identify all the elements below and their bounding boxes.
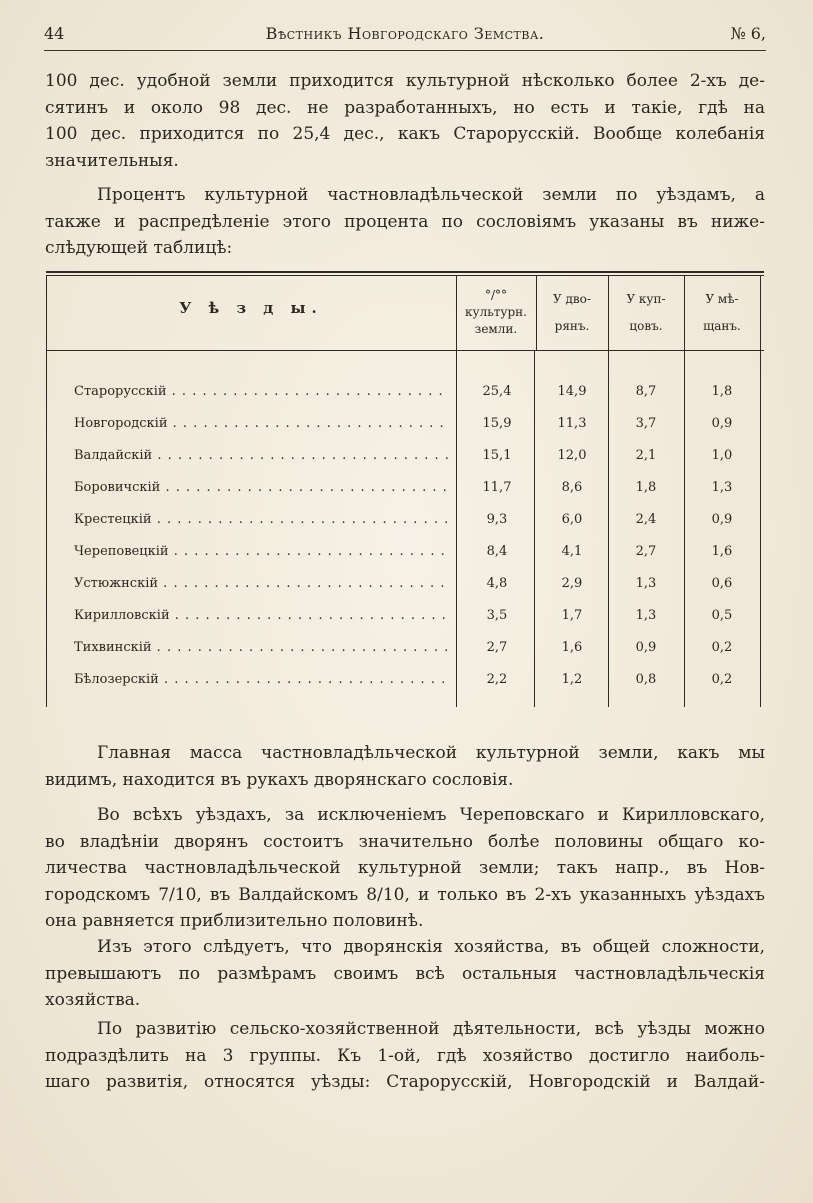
paragraph-2 <box>45 182 765 262</box>
issue-number: № 6, <box>730 24 766 43</box>
cell-nobles: 1,6 <box>561 640 583 655</box>
cell-merchants: 0,8 <box>635 672 657 687</box>
text-line: значительныя. <box>45 150 179 171</box>
text-line: хозяйства. <box>45 990 141 1010</box>
cell-merchants: 2,4 <box>635 512 657 527</box>
cell-percent: 9,3 <box>486 512 508 527</box>
cell-townsfolk: 0,6 <box>711 576 733 591</box>
table-row <box>46 544 764 576</box>
text-line: шаго развитія, относятся уѣзды: Старорусскій, Новгородскій и Валдай- <box>45 1072 765 1092</box>
district-table <box>46 271 764 707</box>
cell-townsfolk: 0,2 <box>711 672 733 687</box>
text-line: Главная масса частновладѣльческой культурной земли, какъ мы <box>97 743 765 763</box>
text-line: 100 дес. приходится по 25,4 дес., какъ Старорусскій. Вообще колебанія <box>45 124 765 144</box>
header-district: У ѣ з д ы. <box>179 299 323 317</box>
district-name: Устюжнскій . . . <box>74 576 450 591</box>
cell-townsfolk: 0,5 <box>711 608 733 623</box>
page-number: 44 <box>44 24 65 43</box>
district-name: Бѣлозерскій . . . <box>74 672 450 687</box>
text-line: она равняется приблизительно половинѣ. <box>45 911 424 931</box>
cell-merchants: 2,7 <box>635 544 657 559</box>
cell-percent: 2,2 <box>486 672 508 687</box>
cell-townsfolk: 0,2 <box>711 640 733 655</box>
table-row <box>46 640 764 672</box>
text-line: также и распредѣленіе этого процента по сословіямъ указаны въ ниже- <box>45 211 765 232</box>
cell-townsfolk: 1,8 <box>711 384 733 399</box>
cell-nobles: 2,9 <box>561 576 583 591</box>
cell-percent: 15,9 <box>482 416 512 431</box>
paragraph-4 <box>45 802 765 935</box>
running-header <box>44 24 766 51</box>
paragraph-1 <box>45 68 765 174</box>
text-line: во владѣніи дворянъ состоитъ значительно болѣе половины общаго ко- <box>45 831 765 852</box>
cell-nobles: 14,9 <box>557 384 587 399</box>
text-line: Процентъ культурной частновладѣльческой земли по уѣздамъ, а <box>97 185 765 205</box>
header-townsfolk: У мѣ- щанъ. <box>703 292 741 333</box>
cell-merchants: 8,7 <box>635 384 657 399</box>
district-name: Череповецкій . . . <box>74 544 450 559</box>
table-row <box>46 384 764 416</box>
text-line: слѣдующей таблицѣ: <box>45 238 233 258</box>
table-row <box>46 512 764 544</box>
cell-merchants: 1,8 <box>635 480 657 495</box>
cell-merchants: 1,3 <box>635 576 657 591</box>
cell-merchants: 2,1 <box>635 448 657 463</box>
cell-percent: 11,7 <box>482 480 512 495</box>
cell-merchants: 1,3 <box>635 608 657 623</box>
cell-percent: 4,8 <box>486 576 508 591</box>
cell-townsfolk: 1,6 <box>711 544 733 559</box>
cell-townsfolk: 0,9 <box>711 512 733 527</box>
cell-nobles: 11,3 <box>557 416 587 431</box>
cell-percent: 2,7 <box>486 640 508 655</box>
cell-nobles: 1,2 <box>561 672 583 687</box>
text-line: превышаютъ по размѣрамъ своимъ всѣ остальныя частновладѣльческія <box>45 963 765 984</box>
table-row <box>46 480 764 512</box>
district-name: Валдайскій . . . <box>74 448 450 463</box>
cell-nobles: 8,6 <box>561 480 583 495</box>
table-row <box>46 416 764 448</box>
district-name: Новгородскій . . . <box>74 416 450 431</box>
cell-townsfolk: 1,0 <box>711 448 733 463</box>
cell-townsfolk: 0,9 <box>711 416 733 431</box>
paragraph-5 <box>45 934 765 1014</box>
text-line: По развитію сельско-хозяйственной дѣятельности, всѣ уѣзды можно <box>97 1019 765 1039</box>
cell-nobles: 12,0 <box>557 448 587 463</box>
cell-townsfolk: 1,3 <box>711 480 733 495</box>
table-row <box>46 576 764 608</box>
header-percent: °/°° культурн. земли. <box>465 288 527 336</box>
text-line: сятинъ и около 98 дес. не разработанныхъ, но есть и такіе, гдѣ на <box>45 97 765 118</box>
district-name: Боровичскій . . . <box>74 480 450 495</box>
cell-nobles: 4,1 <box>561 544 583 559</box>
text-line: Во всѣхъ уѣздахъ, за исключеніемъ Череповскаго и Кирилловскаго, <box>97 805 765 825</box>
table-row <box>46 608 764 640</box>
text-line: видимъ, находится въ рукахъ дворянскаго сословія. <box>45 769 514 790</box>
text-line: подраздѣлить на 3 группы. Къ 1-ой, гдѣ хозяйство достигло наиболь- <box>45 1045 765 1066</box>
district-name: Кирилловскій . . . <box>74 608 450 623</box>
cell-nobles: 1,7 <box>561 608 583 623</box>
header-nobles: У дво- рянъ. <box>553 292 591 333</box>
table-row <box>46 672 764 704</box>
district-name: Крестецкій . . . <box>74 512 450 527</box>
text-line: личества частновладѣльческой культурной земли; такъ напр., въ Нов- <box>45 858 765 878</box>
cell-percent: 25,4 <box>482 384 512 399</box>
cell-nobles: 6,0 <box>561 512 583 527</box>
cell-merchants: 0,9 <box>635 640 657 655</box>
cell-percent: 3,5 <box>486 608 508 623</box>
cell-merchants: 3,7 <box>635 416 657 431</box>
cell-percent: 8,4 <box>486 544 508 559</box>
text-line: 100 дес. удобной земли приходится культурной нѣсколько более 2-хъ де- <box>45 71 765 91</box>
table-row <box>46 448 764 480</box>
district-name: Старорусскій . . . <box>74 384 450 399</box>
text-line: Изъ этого слѣдуетъ, что дворянскія хозяйства, въ общей сложности, <box>97 937 765 957</box>
paragraph-3 <box>45 740 765 793</box>
text-line: городскомъ 7/10, въ Валдайскомъ 8/10, и только въ 2-хъ указанныхъ уѣздахъ <box>45 884 765 905</box>
header-merchants: У куп- цовъ. <box>626 292 666 333</box>
journal-title: Вѣстникъ Новгородскаго Земства. <box>265 24 545 43</box>
paragraph-6 <box>45 1016 765 1096</box>
district-name: Тихвинскій . . . <box>74 640 450 655</box>
cell-percent: 15,1 <box>482 448 512 463</box>
